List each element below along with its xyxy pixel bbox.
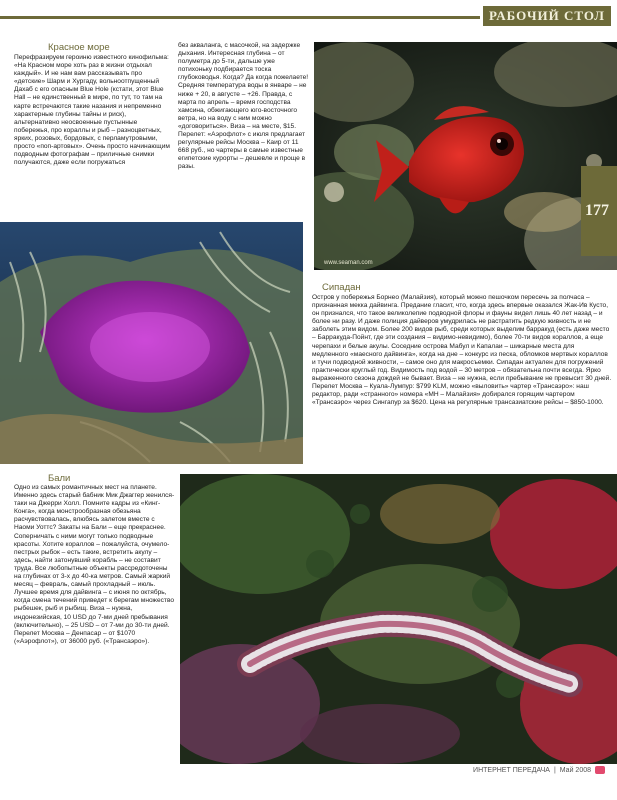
red-sea-title: Красное море [48, 42, 110, 53]
red-sea-col2: без акваланга, с масочкой, на задержке дыхания. Интересная глубина – от полуметра до 5-ти, дальше уже потихоньку подбирается тоска глубоководья. Когда? Да когда пожелаете! Средняя температура воды в январе – не ниже + 20, в августе – +26. Правда, с марта по апрель – время господства хамсина, обжигающего юго-восточного ветра, но на воду с ним можно «договориться». Виза – на месте, $15. Перелет: «Аэрофлот» с июля предлагает регулярные рейсы Москва – Каир от 11 668 руб., но чартеры в самые известные египетские курорты – дешевле и проще в разы. [178, 42, 309, 171]
footer-mark-icon [595, 766, 605, 774]
page-number-tab [581, 166, 617, 256]
page-footer: ИНТЕРНЕТ ПЕРЕДАЧА | Май 2008 [473, 766, 605, 774]
footer-date: Май 2008 [559, 766, 591, 774]
photo-credit: www.seaman.com [324, 260, 373, 266]
sipadan-body: Остров у побережья Борнео (Малайзия), который можно пешочком пересечь за полчаса – признанная мекка дайвинга. Предание гласит, что, когда здесь впервые оказался Жак-Ив Кусто, он признался, что такое великолепие подводной флоры и фауны видел лишь 40 лет назад – и более ни разу. И даже полиция дайверов умудрилась не растратить редкую живность и не заболеть этим видом. Более 200 видов рыб, среди которых выделим барракуд (есть даже место – Барракуда-Пойнт, где эти создания – видимо-невидимо), более 70-ти видов кораллов, а еще черепахи и белые акулы. Соседние острова Мабул и Капалаи – шикарные места для медленного «маесного дайвинга», когда на дне – конкурс из песка, обломков мертвых кораллов и тучи подводной живности, – самое оно для макросъемки. Сипадан актуален для погружений практически круглый год. Видимость под водой – 30 метров – обязательна почти всегда. Ярко выраженного сезона дождей не бывает. Виза – не нужна, если пребывание не превысит 30 дней. Перелет Москва – Куала-Лумпур: $799 KLM, можно «выловить» чартер «Трансаэро»: наш редактор, ради «странного» номера «МН – Малайзия» добирался горящим чартером «Трансаэро» через Сингапур за $620. Цена на регулярные трансазиатские рейсы – $850-1000. [312, 294, 612, 407]
fireworm-photo [180, 474, 617, 764]
sipadan-title: Сипадан [322, 282, 361, 293]
bali-body: Одно из самых романтичных мест на планете. Именно здесь старый бабник Мик Джаггер женился-таки на Джерри Холл. Помните кадры из «Кинг-Конга», когда монстрообразная обезьяна расчувствовалась, влюбясь залетом вместе с Наоми Уоттс? Закаты на Бали – еще прекраснее. Соперничать с ними могут только подводные красоты. Хотите кораллов – пожалуйста, очумело-пестрых рыбок – есть такие, встретить акулу – здесь, найти затонувший корабль – не составит труда. Все любопытные объекты рассредоточены на глубинах от 3-х до 40-ка метров. Самый жаркий месяц – февраль, самый прохладный – июль. Лучшее время для дайвинга – с июня по октябрь, когда смена течений приведет к берегам множество рыбешек, рыб и рыбищ. Виза – нужна, индонезийская, 10 USD до 7-ми дней пребывания (включительно), – 25 USD – от 7-ми до 30-ти дней. Перелет Москва – Денпасар – от $1070 («Аэрофлот»), от 36000 руб. («Трансаэро»). [14, 484, 175, 645]
page-number: 177 [585, 202, 609, 219]
anemone-photo [0, 222, 303, 464]
red-sea-col1: Перефразируем героиню известного кинофильма: «На Красном море хоть раз в жизни отдыхал каждый». И не нам вам рассказывать про «детские» Шарм и Хургаду, вольноотпущенный Дахаб с его опасным Blue Hole (кстати, этот Blue Hall – не единственный в мире, по тут, то там на карте встречаются такие назания и непременно характерные глубины тайны и риск), альтернативно неосвоенные пустынные побережья, про кораллы и рыб – разноцветных, ярких, розовых, бордовых, с перламутровыми, просто «поп-артовых». Очень просто начинающим подводным фотографам – приличные снимки получаются, даже если погружаться [14, 54, 170, 167]
page-header [0, 0, 617, 28]
section-label: РАБОЧИЙ СТОЛ [483, 6, 611, 26]
footer-magazine: ИНТЕРНЕТ ПЕРЕДАЧА [473, 766, 550, 774]
bali-title: Бали [48, 473, 71, 484]
red-fish-photo [314, 42, 617, 270]
header-rule [0, 16, 480, 19]
